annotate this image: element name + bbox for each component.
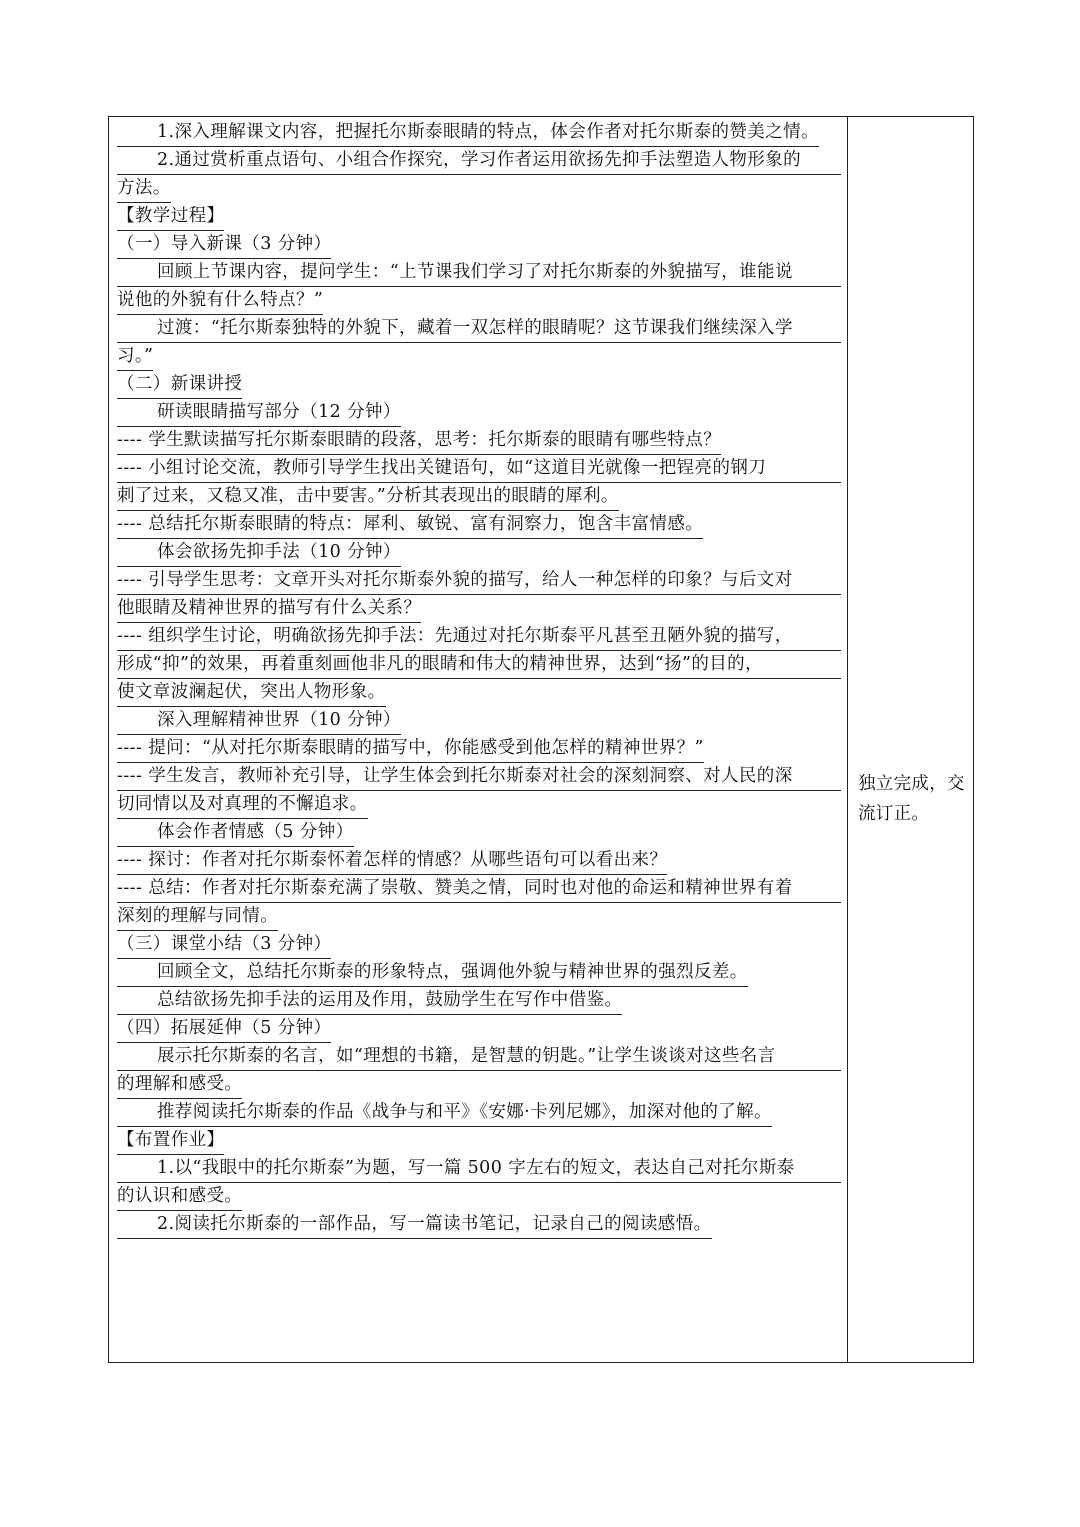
objective-2-line: 2.通过赏析重点语句、小组合作探究，学习作者运用欲扬先抑手法塑造人物形象的 — [117, 147, 841, 175]
objective-2-continuation: 方法。 — [117, 175, 171, 203]
step-line: 切同情以及对真理的不懈追求。 — [117, 791, 368, 819]
step-line: ---- 组织学生讨论，明确欲扬先抑手法：先通过对托尔斯泰平凡甚至丑陋外貌的描写， — [117, 623, 841, 651]
subsection-heading: 研读眼睛描写部分（12 分钟） — [117, 399, 401, 427]
step-line: ---- 总结：作者对托尔斯泰充满了崇敬、赞美之情，同时也对他的命运和精神世界有着 — [117, 875, 841, 903]
paragraph-line: 回顾全文，总结托尔斯泰的形象特点，强调他外貌与精神世界的强烈反差。 — [117, 959, 748, 987]
step-line: 他眼睛及精神世界的描写有什么关系？ — [117, 595, 421, 623]
teaching-content-cell — [109, 117, 848, 1362]
step-line: ---- 提问：“从对托尔斯泰眼睛的描写中，你能感受到他怎样的精神世界？” — [117, 735, 704, 763]
homework-1-continuation: 的认识和感受。 — [117, 1183, 242, 1211]
section-heading-homework: 【布置作业】 — [117, 1127, 224, 1155]
step-line: ---- 引导学生思考：文章开头对托尔斯泰外貌的描写，给人一种怎样的印象？与后文对 — [117, 567, 841, 595]
paragraph-line: 展示托尔斯泰的名言，如“理想的书籍，是智慧的钥匙。”让学生谈谈对这些名言 — [117, 1043, 841, 1071]
section-heading-process: 【教学过程】 — [117, 203, 224, 231]
lesson-plan-table — [108, 116, 974, 1363]
paragraph-line: 总结欲扬先抑手法的运用及作用，鼓励学生在写作中借鉴。 — [117, 987, 622, 1015]
paragraph-line: 推荐阅读托尔斯泰的作品《战争与和平》《安娜·卡列尼娜》，加深对他的了解。 — [117, 1099, 772, 1127]
subsection-heading: 体会欲扬先抑手法（10 分钟） — [117, 539, 401, 567]
subsection-heading: 体会作者情感（5 分钟） — [117, 819, 354, 847]
step-line: 刺了过来，又稳又准，击中要害。”分析其表现出的眼睛的犀利。 — [117, 483, 619, 511]
step-line: 使文章波澜起伏，突出人物形象。 — [117, 679, 386, 707]
step-line: ---- 学生发言，教师补充引导，让学生体会到托尔斯泰对社会的深刻洞察、对人民的深 — [117, 763, 841, 791]
step-line: ---- 小组讨论交流，教师引导学生找出关键语句，如“这道目光就像一把锃亮的钢刀 — [117, 455, 841, 483]
part-3-heading: （三）课堂小结（3 分钟） — [117, 931, 331, 959]
paragraph-line: 回顾上节课内容，提问学生：“上节课我们学习了对托尔斯泰的外貌描写，谁能说 — [117, 259, 841, 287]
student-activity-text: 独立完成，交流订正。 — [858, 774, 965, 824]
paragraph-line: 习。” — [117, 343, 153, 371]
part-2-heading: （二）新课讲授 — [117, 371, 242, 399]
homework-2-line: 2.阅读托尔斯泰的一部作品，写一篇读书笔记，记录自己的阅读感悟。 — [117, 1211, 712, 1239]
part-1-heading: （一）导入新课（3 分钟） — [117, 231, 331, 259]
step-line: 深刻的理解与同情。 — [117, 903, 278, 931]
step-line: ---- 学生默读描写托尔斯泰眼睛的段落，思考：托尔斯泰的眼睛有哪些特点？ — [117, 427, 721, 455]
paragraph-line: 说他的外貌有什么特点？” — [117, 287, 323, 315]
student-activity-cell — [848, 117, 973, 1362]
homework-1-line: 1.以“我眼中的托尔斯泰”为题，写一篇 500 字左右的短文，表达自己对托尔斯泰 — [117, 1155, 841, 1183]
paragraph-line: 过渡：“托尔斯泰独特的外貌下，藏着一双怎样的眼睛呢？这节课我们继续深入学 — [117, 315, 841, 343]
paragraph-line: 的理解和感受。 — [117, 1071, 242, 1099]
step-line: 形成“抑”的效果，再着重刻画他非凡的眼睛和伟大的精神世界，达到“扬”的目的， — [117, 651, 841, 679]
objective-1-line: 1.深入理解课文内容，把握托尔斯泰眼睛的特点，体会作者对托尔斯泰的赞美之情。 — [117, 119, 819, 147]
subsection-heading: 深入理解精神世界（10 分钟） — [117, 707, 401, 735]
part-4-heading: （四）拓展延伸（5 分钟） — [117, 1015, 331, 1043]
step-line: ---- 探讨：作者对托尔斯泰怀着怎样的情感？从哪些语句可以看出来？ — [117, 847, 667, 875]
step-line: ---- 总结托尔斯泰眼睛的特点：犀利、敏锐、富有洞察力，饱含丰富情感。 — [117, 511, 703, 539]
